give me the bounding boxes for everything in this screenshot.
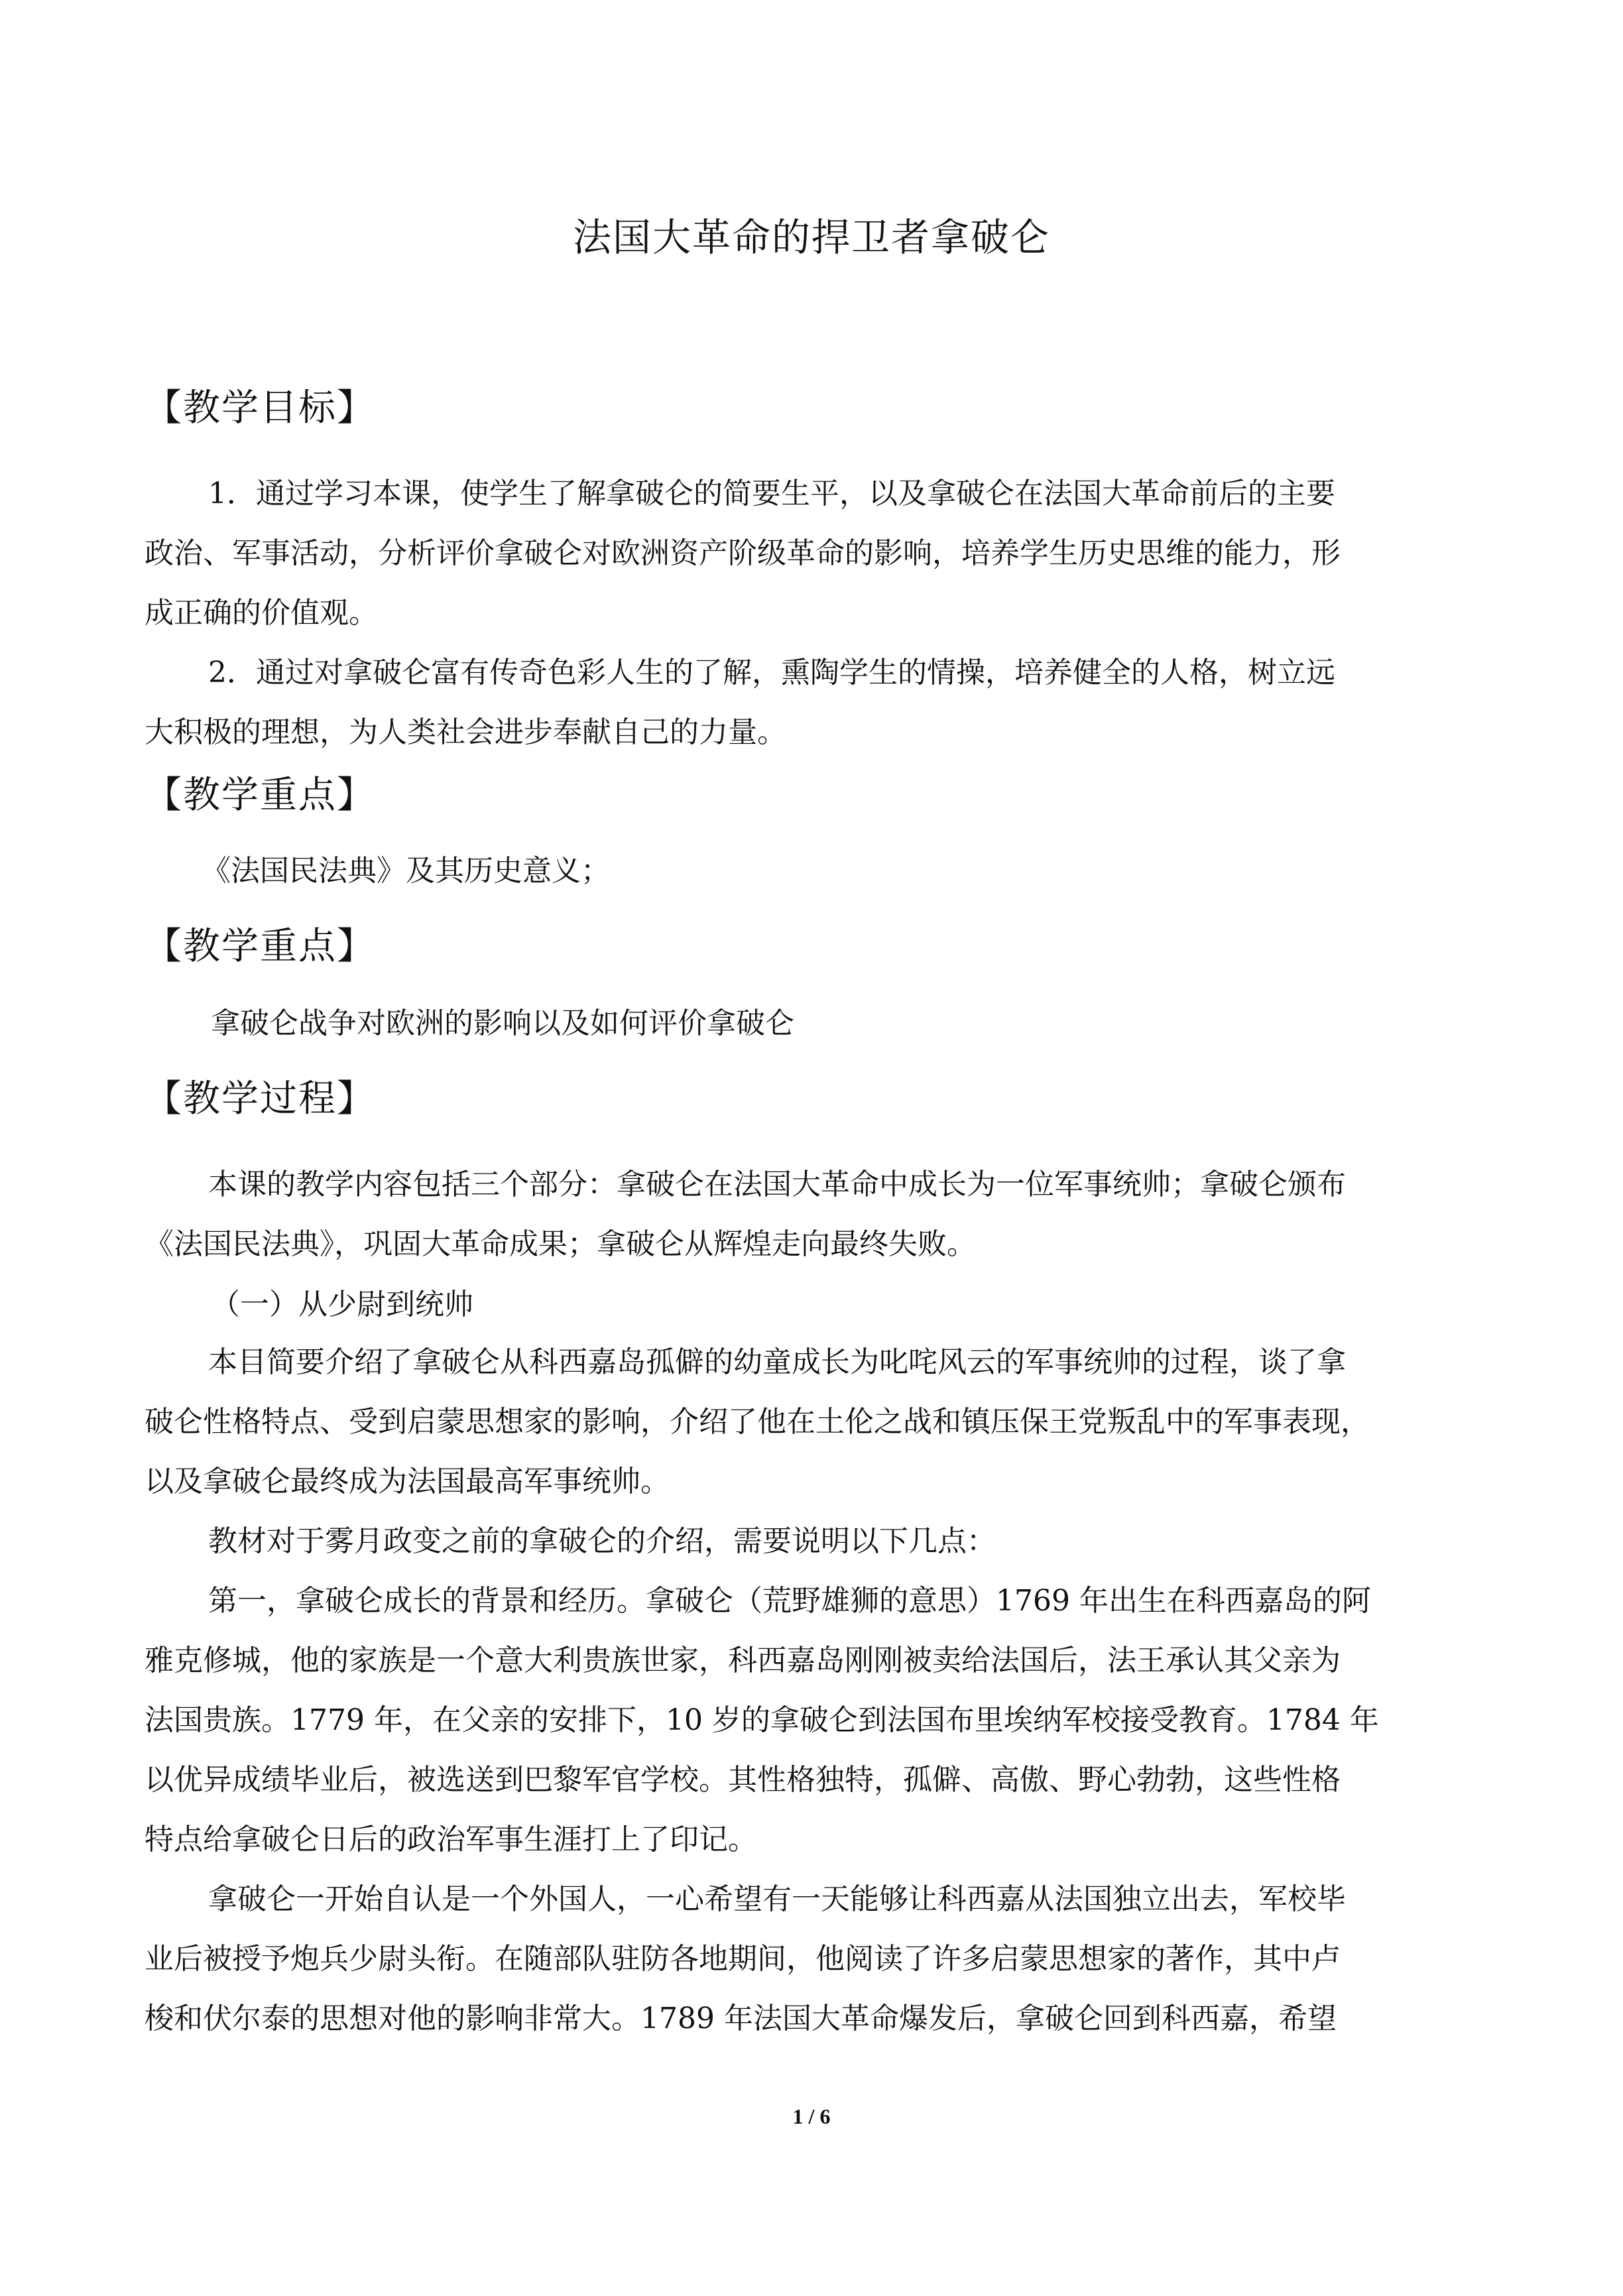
section-1-p4-line-3: 梭和伏尔泰的思想对他的影响非常大。1789 年法国大革命爆发后，拿破仑回到科西嘉，希望 [145,2002,1337,2035]
section-1-paragraph-3 [145,1571,1490,1870]
section-1-p1-line-3: 以及拿破仑最终成为法国最高军事统帅。 [145,1465,670,1498]
goal-1-line-2: 政治、军事活动，分析评价拿破仑对欧洲资产阶级革命的影响，培养学生历史思维的能力，形 [145,536,1341,570]
process-intro [145,1155,1490,1274]
goal-2 [145,643,1490,762]
goal-2-line-1: 2．通过对拿破仑富有传奇色彩人生的了解，熏陶学生的情操，培养健全的人格，树立远 [208,656,1335,690]
section-1-paragraph-4 [145,1870,1490,2049]
goal-2-line-2: 大积极的理想，为人类社会进步奉献自己的力量。 [145,715,786,749]
section-1-paragraph-1 [145,1333,1490,1512]
goal-1-line-3: 成正确的价值观。 [145,596,378,630]
section-1-p3-line-5: 特点给拿破仑日后的政治军事生涯打上了印记。 [145,1823,757,1856]
section-1-p3-line-1: 第一，拿破仑成长的背景和经历。拿破仑（荒野雄狮的意思）1769 年出生在科西嘉岛的阿 [208,1584,1371,1618]
heading-teaching-goals: 【教学目标】 [145,387,375,430]
key-points-2-text: 拿破仑战争对欧洲的影响以及如何评价拿破仑 [211,1006,794,1040]
section-1-paragraph-2 [208,1512,1490,1571]
section-1-p3-line-3: 法国贵族。1779 年，在父亲的安排下，10 岁的拿破仑到法国布里埃纳军校接受教育。1784 年 [145,1703,1379,1737]
document-title: 法国大革命的捍卫者拿破仑 [572,215,1050,260]
goal-1-line-1: 1．通过学习本课，使学生了解拿破仑的简要生平，以及拿破仑在法国大革命前后的主要 [208,477,1335,511]
section-1-p1-line-1: 本目简要介绍了拿破仑从科西嘉岛孤僻的幼童成长为叱咤风云的军事统帅的过程，谈了拿 [208,1345,1346,1379]
section-1-p2-line-1: 教材对于雾月政变之前的拿破仑的介绍，需要说明以下几点： [208,1524,996,1558]
section-1-p3-line-2: 雅克修城，他的家族是一个意大利贵族世家，科西嘉岛刚刚被卖给法国后，法王承认其父亲为 [145,1644,1341,1677]
heading-key-points-1: 【教学重点】 [145,774,375,817]
page-number: 1 / 6 [792,2104,831,2128]
key-points-1-text: 《法国民法典》及其历史意义； [202,854,610,888]
section-1-p4-line-1: 拿破仑一开始自认是一个外国人，一心希望有一天能够让科西嘉从法国独立出去，军校毕 [208,1882,1346,1916]
section-1-title: （一）从少尉到统帅 [211,1288,473,1321]
section-1-p3-line-4: 以优异成绩毕业后，被选送到巴黎军官学校。其性格独特，孤僻、高傲、野心勃勃，这些性格 [145,1763,1341,1797]
heading-teaching-process: 【教学过程】 [145,1077,375,1120]
process-intro-line-1: 本课的教学内容包括三个部分：拿破仑在法国大革命中成长为一位军事统帅；拿破仑颁布 [208,1168,1346,1201]
goal-1 [145,464,1490,643]
section-1-p1-line-2: 破仑性格特点、受到启蒙思想家的影响，介绍了他在土伦之战和镇压保王党叛乱中的军事表现， [145,1405,1370,1439]
process-intro-line-2: 《法国民法典》，巩固大革命成果；拿破仑从辉煌走向最终失败。 [145,1227,976,1261]
heading-key-points-2: 【教学重点】 [145,925,375,968]
section-1-p4-line-2: 业后被授予炮兵少尉头衔。在随部队驻防各地期间，他阅读了许多启蒙思想家的著作，其中卢 [145,1942,1341,1976]
